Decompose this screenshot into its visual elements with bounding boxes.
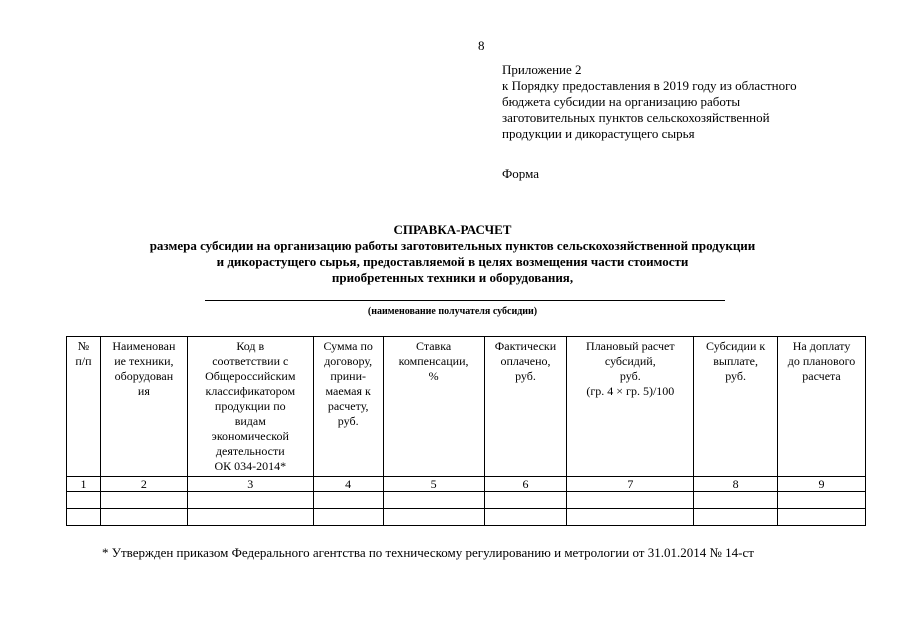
table-cell bbox=[100, 509, 187, 526]
column-header-line: выплате, bbox=[713, 354, 758, 368]
column-header bbox=[100, 337, 187, 477]
column-header bbox=[187, 337, 313, 477]
column-header-line: руб. bbox=[337, 414, 359, 428]
column-header-line: субсидий, bbox=[604, 354, 656, 368]
column-header-line: Общероссийским bbox=[205, 369, 296, 383]
column-header bbox=[778, 337, 866, 477]
table-header-row bbox=[67, 337, 866, 477]
table-row bbox=[67, 509, 866, 526]
column-header-line: маемая к bbox=[325, 384, 371, 398]
column-header-line: прини- bbox=[330, 369, 367, 383]
column-number: 2 bbox=[100, 477, 187, 492]
column-header-line: экономической bbox=[211, 429, 289, 443]
column-header-line: % bbox=[428, 369, 439, 383]
table-cell bbox=[313, 492, 383, 509]
appendix-line: продукции и дикорастущего сырья bbox=[502, 126, 695, 141]
appendix-note bbox=[502, 62, 862, 142]
column-number: 5 bbox=[383, 477, 484, 492]
column-header-line: видам bbox=[234, 414, 266, 428]
page-number: 8 bbox=[478, 38, 485, 53]
column-header-line: расчета bbox=[802, 369, 841, 383]
table-cell bbox=[778, 509, 866, 526]
column-header bbox=[67, 337, 101, 477]
appendix-line: Приложение 2 bbox=[502, 62, 582, 77]
document-title bbox=[0, 222, 905, 286]
column-header-line: № bbox=[77, 339, 90, 353]
column-header-line: ия bbox=[137, 384, 150, 398]
column-header-line: руб. bbox=[725, 369, 746, 383]
column-header-line: Субсидии к bbox=[706, 339, 766, 353]
table-cell bbox=[187, 509, 313, 526]
footnote: * Утвержден приказом Федерального агентства по техническому регулированию и метрологии от 31.01.2014 № 14-ст bbox=[102, 545, 754, 560]
table-cell bbox=[383, 509, 484, 526]
column-header bbox=[313, 337, 383, 477]
column-header-line: договору, bbox=[324, 354, 373, 368]
column-header-line: руб. bbox=[619, 369, 641, 383]
recipient-name-line bbox=[205, 300, 725, 301]
appendix-line: бюджета субсидии на организацию работы bbox=[502, 94, 741, 109]
column-header-line: п/п bbox=[75, 354, 92, 368]
column-header bbox=[383, 337, 484, 477]
column-number: 8 bbox=[694, 477, 778, 492]
column-number-row bbox=[67, 477, 866, 492]
column-header-line: Ставка bbox=[415, 339, 452, 353]
column-header-line: продукции по bbox=[214, 399, 286, 413]
table-cell bbox=[694, 509, 778, 526]
column-header-line: компенсации, bbox=[398, 354, 469, 368]
column-header-line: Плановый расчет bbox=[586, 339, 675, 353]
table-cell bbox=[100, 492, 187, 509]
column-number: 4 bbox=[313, 477, 383, 492]
column-header-line: деятельности bbox=[215, 444, 285, 458]
form-label: Форма bbox=[502, 166, 539, 181]
table-cell bbox=[187, 492, 313, 509]
table-cell bbox=[67, 509, 101, 526]
table-cell bbox=[484, 509, 567, 526]
column-number: 3 bbox=[187, 477, 313, 492]
column-number: 6 bbox=[484, 477, 567, 492]
column-number: 7 bbox=[567, 477, 694, 492]
column-header-line: Фактически bbox=[494, 339, 557, 353]
table-cell bbox=[567, 492, 694, 509]
column-header-line: На доплату bbox=[792, 339, 851, 353]
column-header-line: расчету, bbox=[327, 399, 369, 413]
column-header-line: ие техники, bbox=[114, 354, 174, 368]
table-cell bbox=[484, 492, 567, 509]
table-cell bbox=[383, 492, 484, 509]
column-header-line: руб. bbox=[515, 369, 536, 383]
column-header-line: классификатором bbox=[205, 384, 296, 398]
column-header-line: Наименован bbox=[112, 339, 176, 353]
column-header-line: Код в bbox=[236, 339, 265, 353]
title-line: размера субсидии на организацию работы заготовительных пунктов сельскохозяйственной продукции bbox=[149, 238, 756, 253]
appendix-line: заготовительных пунктов сельскохозяйственной bbox=[502, 110, 770, 125]
table-cell bbox=[313, 509, 383, 526]
column-header bbox=[567, 337, 694, 477]
appendix-line: к Порядку предоставления в 2019 году из областного bbox=[502, 78, 797, 93]
column-number: 1 bbox=[67, 477, 101, 492]
column-header-line: (гр. 4 × гр. 5)/100 bbox=[586, 384, 675, 398]
table-row bbox=[67, 492, 866, 509]
title-line: и дикорастущего сырья, предоставляемой в целях возмещения части стоимости bbox=[216, 254, 689, 269]
column-header-line: оплачено, bbox=[500, 354, 551, 368]
column-header-line: оборудован bbox=[114, 369, 174, 383]
column-header-line: до планового bbox=[787, 354, 856, 368]
title-line: СПРАВКА-РАСЧЕТ bbox=[393, 222, 512, 237]
table-cell bbox=[567, 509, 694, 526]
column-header bbox=[484, 337, 567, 477]
title-line: приобретенных техники и оборудования, bbox=[331, 270, 574, 285]
recipient-caption: (наименование получателя субсидии) bbox=[367, 306, 538, 317]
column-header-line: ОК 034-2014* bbox=[214, 459, 287, 473]
table-cell bbox=[694, 492, 778, 509]
calculation-table bbox=[66, 336, 866, 526]
column-number: 9 bbox=[778, 477, 866, 492]
column-header bbox=[694, 337, 778, 477]
column-header-line: соответствии с bbox=[212, 354, 289, 368]
table-cell bbox=[778, 492, 866, 509]
table-cell bbox=[67, 492, 101, 509]
column-header-line: Сумма по bbox=[323, 339, 373, 353]
